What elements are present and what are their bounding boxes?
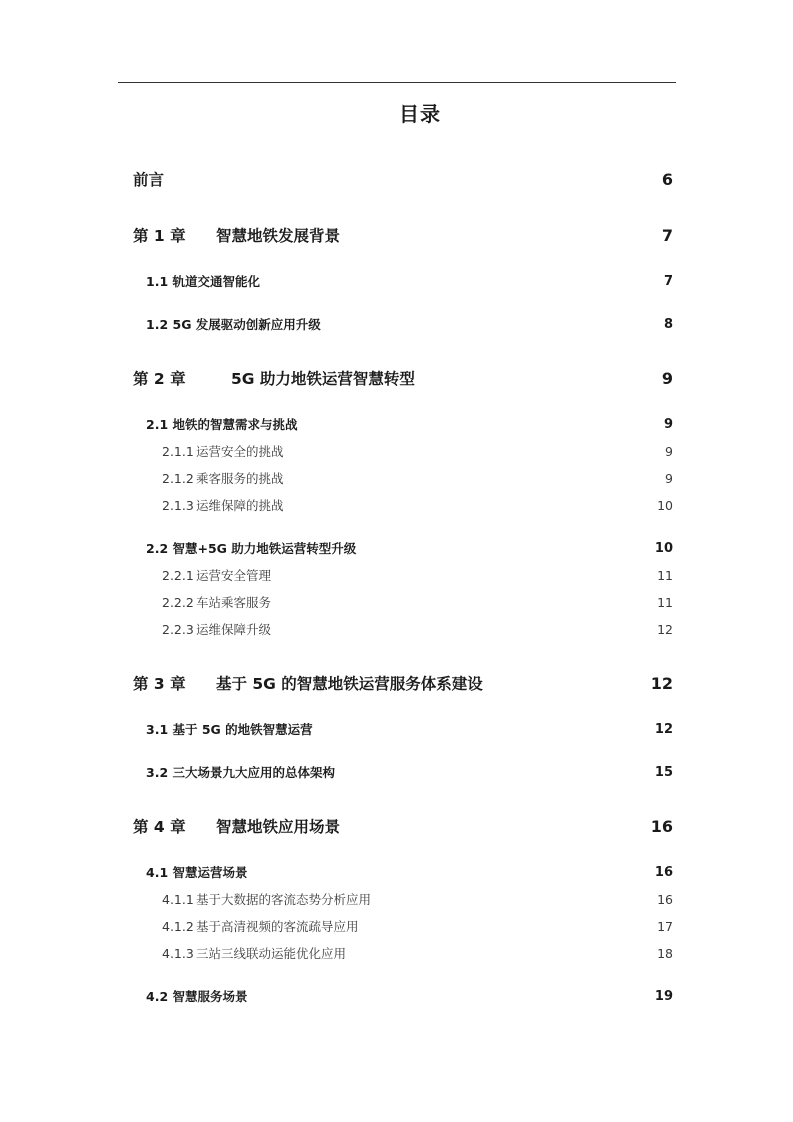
subsection-number: 2.1.2 [162, 471, 194, 486]
toc-entry-label: 4.1 智慧运营场景 [146, 865, 248, 880]
toc-entry-label-group [162, 620, 271, 638]
toc-entry-section-3-2[interactable] [146, 762, 673, 782]
toc-entry-label: 1.2 5G 发展驱动创新应用升级 [146, 317, 321, 332]
toc-entry-page: 10 [654, 540, 673, 556]
subsection-title: 运营安全管理 [196, 568, 272, 583]
subsection-title: 运营安全的挑战 [196, 444, 284, 459]
toc-entry-chapter-3[interactable] [133, 671, 673, 695]
toc-entry-page: 19 [654, 988, 673, 1004]
toc-entry-section-3-1[interactable] [146, 719, 673, 739]
chapter-title: 基于 5G 的智慧地铁运营服务体系建设 [216, 675, 483, 693]
toc-entry-page: 9 [663, 416, 673, 432]
toc-entry-page: 18 [657, 945, 673, 961]
chapter-title: 智慧地铁发展背景 [216, 227, 341, 245]
toc-entry-page: 17 [657, 918, 673, 934]
toc-entry-label-group [162, 469, 284, 487]
toc-entry-subsection-2-2-1[interactable] [162, 565, 673, 585]
toc-entry-label: 3.2 三大场景九大应用的总体架构 [146, 765, 335, 780]
subsection-number: 2.2.1 [162, 568, 194, 583]
toc-entry-label: 3.1 基于 5G 的地铁智慧运营 [146, 722, 313, 737]
toc-entry-page: 16 [657, 891, 673, 907]
toc-entry-page: 6 [661, 169, 673, 189]
chapter-title: 5G 助力地铁运营智慧转型 [231, 370, 415, 388]
toc-entry-label: 2.1 地铁的智慧需求与挑战 [146, 417, 298, 432]
toc-entry-subsection-2-2-3[interactable] [162, 619, 673, 639]
subsection-title: 基于大数据的客流态势分析应用 [196, 892, 372, 907]
toc-entry-label-group [162, 890, 371, 908]
toc-entry-page: 15 [654, 764, 673, 780]
toc-title: 目录 [399, 102, 441, 126]
toc-entry-label-group [162, 917, 359, 935]
toc-entry-chapter-2[interactable] [133, 366, 673, 390]
toc-entry-subsection-2-1-2[interactable] [162, 468, 673, 488]
toc-entry-label-group [133, 815, 340, 837]
chapter-number: 第 4 章 [133, 818, 186, 836]
toc-entry-subsection-2-1-3[interactable] [162, 495, 673, 515]
toc-entry-chapter-1[interactable] [133, 223, 673, 247]
toc-entry-page: 8 [663, 316, 673, 332]
toc-entry-section-4-1[interactable] [146, 862, 673, 882]
toc-entry-section-2-1[interactable] [146, 414, 673, 434]
header-rule [118, 82, 676, 83]
toc-entry-chapter-4[interactable] [133, 814, 673, 838]
toc-entry-label-group [162, 566, 271, 584]
toc-entry-label: 2.2 智慧+5G 助力地铁运营转型升级 [146, 541, 357, 556]
subsection-number: 2.2.3 [162, 622, 194, 637]
toc-entry-label: 前言 [133, 171, 165, 189]
toc-entry-subsection-4-1-2[interactable] [162, 916, 673, 936]
chapter-title: 智慧地铁应用场景 [216, 818, 341, 836]
toc-entry-subsection-2-1-1[interactable] [162, 441, 673, 461]
toc-entry-subsection-2-2-2[interactable] [162, 592, 673, 612]
toc-entry-label: 4.2 智慧服务场景 [146, 989, 248, 1004]
toc-entry-label-group [162, 496, 284, 514]
toc-entry-page: 11 [657, 567, 673, 583]
subsection-title: 基于高清视频的客流疏导应用 [196, 919, 359, 934]
subsection-number: 4.1.1 [162, 892, 194, 907]
toc-entry-page: 11 [657, 594, 673, 610]
toc-entry-section-1-1[interactable] [146, 271, 673, 291]
subsection-title: 车站乘客服务 [196, 595, 272, 610]
toc-entry-page: 9 [661, 368, 673, 388]
toc-entry-page: 9 [665, 470, 673, 486]
subsection-title: 三站三线联动运能优化应用 [196, 946, 347, 961]
subsection-title: 乘客服务的挑战 [196, 471, 284, 486]
subsection-number: 2.1.3 [162, 498, 194, 513]
toc-entry-section-2-2[interactable] [146, 538, 673, 558]
toc-entry-label-group [162, 944, 346, 962]
toc-entry-section-1-2[interactable] [146, 314, 673, 334]
subsection-title: 运维保障升级 [196, 622, 272, 637]
toc-entry-subsection-4-1-1[interactable] [162, 889, 673, 909]
toc-entry-label: 1.1 轨道交通智能化 [146, 274, 260, 289]
toc-entry-page: 7 [661, 225, 673, 245]
toc-entry-subsection-4-1-3[interactable] [162, 943, 673, 963]
chapter-number: 第 3 章 [133, 675, 186, 693]
toc-entry-preface[interactable] [133, 167, 673, 191]
toc-entry-page: 12 [650, 673, 673, 693]
toc-entry-page: 16 [654, 864, 673, 880]
toc-entry-label-group [133, 224, 340, 246]
toc-entry-page: 9 [665, 443, 673, 459]
toc-entry-page: 7 [663, 273, 673, 289]
toc-entry-label-group [162, 593, 271, 611]
toc-entry-page: 10 [657, 497, 673, 513]
chapter-number: 第 1 章 [133, 227, 186, 245]
subsection-number: 4.1.3 [162, 946, 194, 961]
toc-entry-label-group [133, 367, 415, 389]
toc-entry-label-group [162, 442, 284, 460]
toc-entry-section-4-2[interactable] [146, 986, 673, 1006]
toc-entry-page: 12 [657, 621, 673, 637]
subsection-number: 2.1.1 [162, 444, 194, 459]
chapter-number: 第 2 章 [133, 370, 186, 388]
subsection-number: 2.2.2 [162, 595, 194, 610]
toc-entry-label-group [133, 672, 483, 694]
toc-entry-page: 16 [650, 816, 673, 836]
subsection-title: 运维保障的挑战 [196, 498, 284, 513]
subsection-number: 4.1.2 [162, 919, 194, 934]
toc-entry-page: 12 [654, 721, 673, 737]
